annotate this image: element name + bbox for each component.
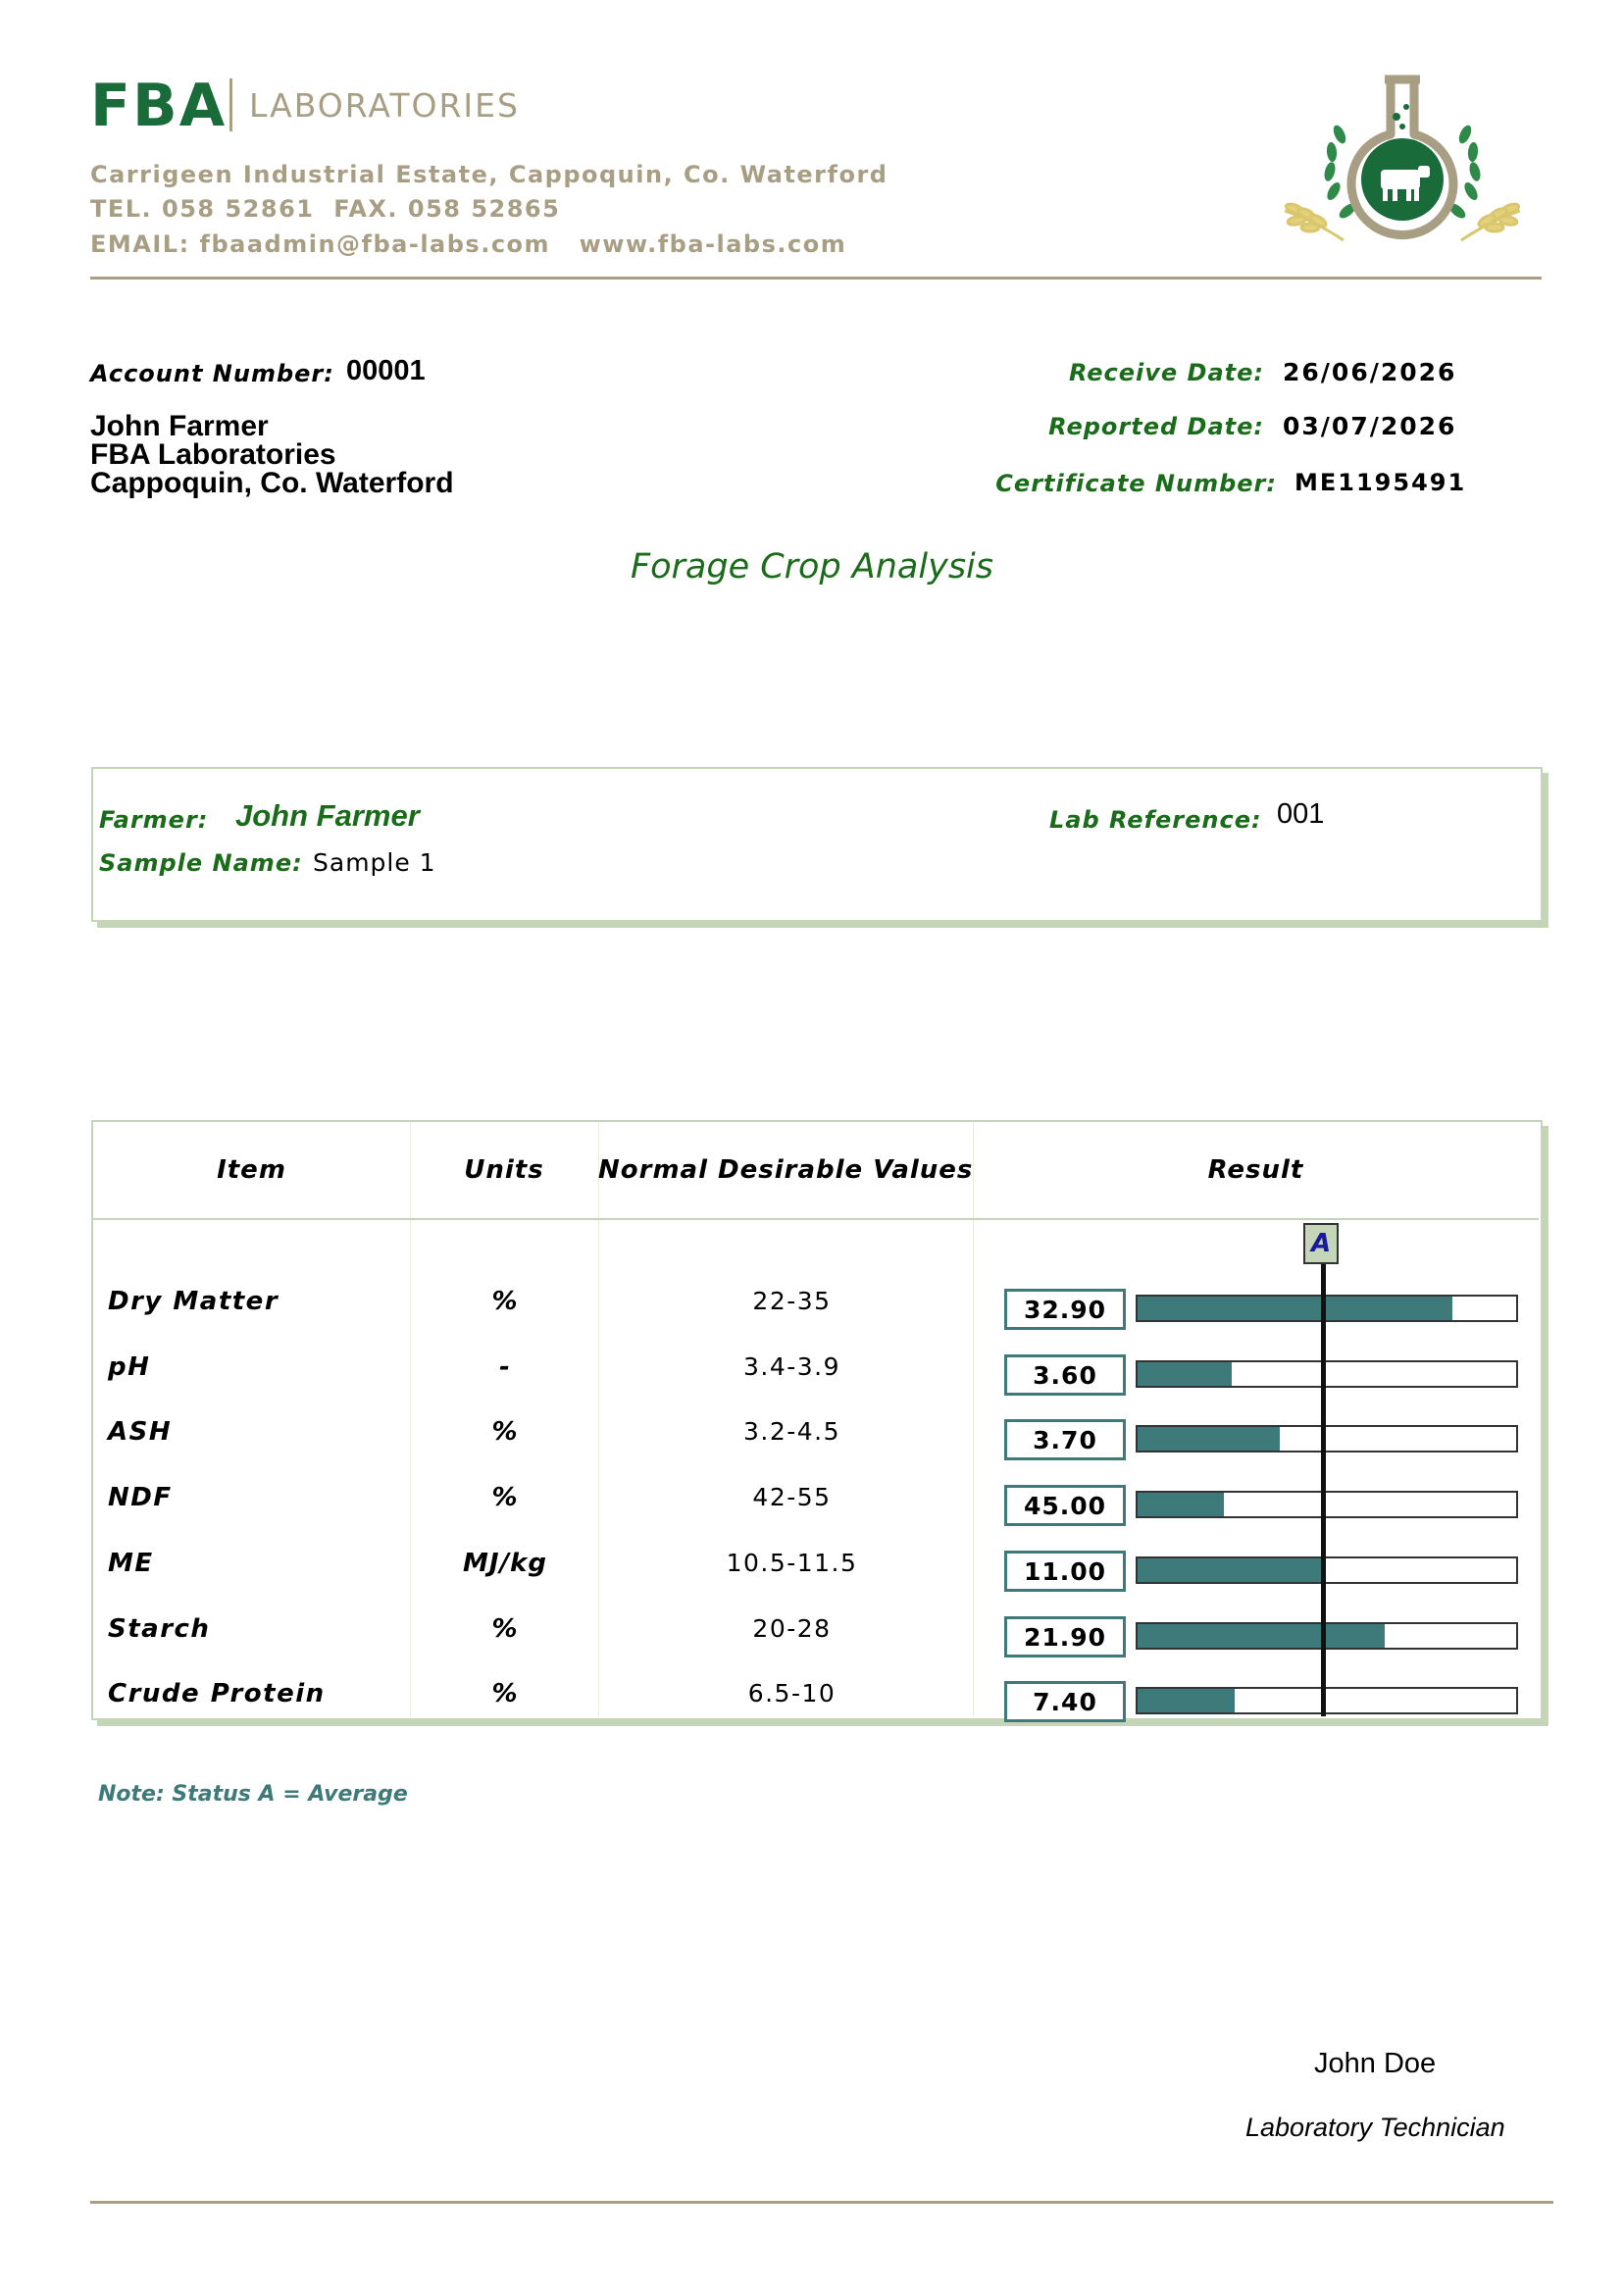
row-result-bar-fill [1138, 1427, 1280, 1451]
footer-divider [90, 2201, 1553, 2204]
row-result-bar-fill [1138, 1297, 1452, 1320]
row-result-bar-fill [1138, 1624, 1385, 1648]
row-result-value: 45.00 [1004, 1485, 1126, 1526]
lab-phone-fax: TEL. 058 52861 FAX. 058 52865 [90, 195, 561, 223]
average-marker-line [1321, 1263, 1326, 1716]
row-units: % [491, 1614, 519, 1644]
row-result-bar-fill [1138, 1493, 1224, 1516]
row-result-bar [1136, 1425, 1518, 1453]
row-result-value: 3.70 [1004, 1419, 1126, 1460]
row-units: % [491, 1679, 519, 1708]
sample-name-label: Sample Name: [99, 849, 303, 877]
row-item-name: ME [108, 1549, 154, 1578]
page-title: Forage Crop Analysis [630, 547, 994, 586]
row-units: % [491, 1417, 519, 1447]
lab-address: Carrigeen Industrial Estate, Cappoquin, Co. Waterford [90, 161, 888, 188]
recipient-organization: FBA Laboratories [90, 438, 336, 471]
row-units: MJ/kg [463, 1549, 547, 1578]
row-item-name: Starch [108, 1614, 211, 1644]
row-units: % [491, 1483, 519, 1512]
row-result-bar-fill [1138, 1362, 1232, 1386]
row-result-bar-fill [1138, 1689, 1235, 1712]
reported-date-label: Reported Date: [1048, 413, 1264, 440]
row-normal-range: 10.5-11.5 [726, 1549, 858, 1577]
table-header-divider [93, 1218, 1539, 1220]
flask-cow-laurel-icon [1275, 74, 1530, 255]
row-result-value: 3.60 [1004, 1354, 1126, 1396]
row-result-bar [1136, 1687, 1518, 1714]
row-item-name: pH [108, 1352, 151, 1382]
row-item-name: Crude Protein [108, 1679, 326, 1708]
sample-name-value: Sample 1 [313, 848, 436, 877]
row-result-bar-fill [1138, 1558, 1321, 1582]
lab-email-web: EMAIL: fbaadmin@fba-labs.com www.fba-labs.com [90, 230, 847, 258]
row-units: - [499, 1352, 511, 1382]
row-units: % [491, 1287, 519, 1316]
account-number-value: 00001 [346, 355, 426, 386]
receive-date-label: Receive Date: [1068, 359, 1264, 386]
row-normal-range: 3.2-4.5 [742, 1417, 841, 1446]
row-result-value: 7.40 [1004, 1681, 1126, 1722]
column-header-result: Result [1207, 1155, 1304, 1185]
row-result-bar [1136, 1360, 1518, 1388]
column-header-normal-values: Normal Desirable Values [598, 1155, 974, 1185]
row-result-value: 11.00 [1004, 1551, 1126, 1592]
row-normal-range: 20-28 [752, 1614, 832, 1643]
row-result-bar [1136, 1295, 1518, 1322]
column-header-item: Item [217, 1155, 286, 1185]
row-item-name: NDF [108, 1483, 173, 1512]
lab-reference-label: Lab Reference: [1049, 806, 1262, 834]
logo-divider [229, 78, 232, 131]
farmer-label: Farmer: [99, 806, 209, 834]
recipient-address: Cappoquin, Co. Waterford [90, 467, 454, 499]
status-note: Note: Status A = Average [98, 1782, 408, 1807]
receive-date-value: 26/06/2026 [1283, 358, 1457, 386]
row-result-bar [1136, 1491, 1518, 1518]
row-normal-range: 22-35 [752, 1287, 832, 1315]
certificate-number-label: Certificate Number: [995, 470, 1277, 497]
row-result-value: 32.90 [1004, 1289, 1126, 1330]
row-normal-range: 42-55 [752, 1483, 832, 1511]
row-result-bar [1136, 1622, 1518, 1650]
row-item-name: ASH [108, 1417, 173, 1447]
signatory-role: Laboratory Technician [1245, 2113, 1505, 2142]
lab-reference-value: 001 [1277, 798, 1325, 830]
sample-info-box [91, 767, 1543, 922]
column-header-units: Units [464, 1155, 544, 1185]
row-normal-range: 6.5-10 [747, 1679, 837, 1708]
farmer-value: John Farmer [235, 798, 420, 833]
account-number-label: Account Number: [90, 360, 334, 387]
recipient-name: John Farmer [90, 410, 269, 442]
row-normal-range: 3.4-3.9 [742, 1352, 841, 1381]
certificate-number-value: ME1195491 [1294, 469, 1467, 496]
header-divider [90, 277, 1542, 280]
row-item-name: Dry Matter [108, 1287, 279, 1316]
brand-logo: FBA [90, 72, 228, 140]
row-result-value: 21.90 [1004, 1616, 1126, 1657]
brand-suffix: LABORATORIES [249, 86, 520, 125]
reported-date-value: 03/07/2026 [1283, 412, 1457, 440]
row-result-bar [1136, 1556, 1518, 1584]
signatory-name: John Doe [1314, 2048, 1437, 2079]
status-average-badge: A [1303, 1223, 1339, 1264]
column-divider [410, 1122, 411, 1716]
